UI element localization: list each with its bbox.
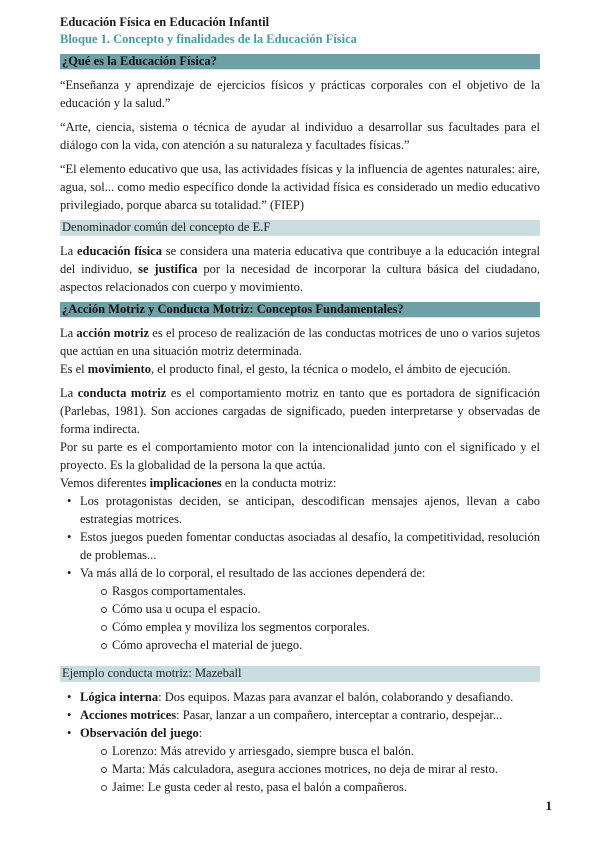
sublist-item: Cómo aprovecha el material de juego. (80, 636, 540, 654)
list-item (60, 706, 540, 724)
page-content (60, 14, 540, 796)
document-subtitle: Bloque 1. Concepto y finalidades de la Educación Física (60, 32, 357, 46)
bold-term: Acciones motrices (80, 708, 177, 722)
sublist-item: Jaime: Le gusta ceder al resto, pasa el balón a compañeros. (80, 778, 540, 796)
bold-term: movimiento (87, 362, 151, 376)
section-heading-denominador: Denominador común del concepto de E.F (60, 220, 540, 236)
comportamiento-paragraph: Por su parte es el comportamiento motor con la intencionalidad junto con el significado y el proyecto. Es la globalidad de la persona la que actúa. (60, 440, 540, 472)
list-item-text: Va más allá de lo corporal, el resultado de las acciones dependerá de: (80, 566, 426, 580)
page-number: 1 (545, 798, 552, 813)
sublist-item: Rasgos comportamentales. (80, 582, 540, 600)
bold-term: se justifica (138, 262, 198, 276)
section-heading-que-es-ef: ¿Qué es la Educación Física? (60, 54, 540, 70)
accion-motriz-paragraph (60, 324, 540, 360)
section-heading-accion-motriz: ¿Acción Motriz y Conducta Motriz: Conceptos Fundamentales? (60, 302, 540, 318)
bold-term: Lógica interna (80, 690, 159, 704)
bold-term: acción motriz (76, 326, 150, 340)
list-item (60, 688, 540, 706)
text-run: La (60, 386, 78, 400)
text-run: : Dos equipos. Mazas para avanzar el balón, colaborando y desafiando. (158, 690, 514, 704)
bold-term: Observación del juego (80, 726, 199, 740)
section-heading-mazeball: Ejemplo conducta motriz: Mazeball (60, 666, 540, 682)
denominador-paragraph (60, 242, 540, 296)
text-run: : (198, 726, 203, 740)
sublist-item: Marta: Más calculadora, asegura acciones motrices, no deja de mirar al resto. (80, 760, 540, 778)
sublist-item: Cómo usa u ocupa el espacio. (80, 600, 540, 618)
quote-3: “El elemento educativo que usa, las actividades físicas y la influencia de agentes naturales: aire, agua, sol... como medio específico donde la actividad física es considerado un medio educativo privilegiado, porque abarca su totalidad.” (FIEP) (60, 162, 540, 212)
text-run: en la conducta motriz: (221, 476, 337, 490)
text-run: se considera una materia educativa que contribuye a la educación integral del individuo, (60, 244, 540, 276)
spacer (60, 654, 540, 662)
list-item (60, 564, 540, 654)
sublist-item: Lorenzo: Más atrevido y arriesgado, siempre busca el balón. (80, 742, 540, 760)
text-run: : Pasar, lanzar a un compañero, interceptar a contrario, despejar... (176, 708, 503, 722)
mazeball-list (60, 688, 540, 796)
implicaciones-paragraph (60, 474, 540, 492)
observacion-sublist (80, 742, 540, 796)
list-item: • Los protagonistas deciden, se anticipan, descodifican mensajes ajenos, llevan a cabo estrategias motrices. (60, 492, 540, 528)
list-item (60, 724, 540, 796)
text-run: es el comportamiento motriz en tanto que es portadora de significación (Parlebas, 1981). Son acciones cargadas de significado, pueden interpretarse y observadas de forma indirecta. (60, 386, 540, 436)
movimiento-paragraph (60, 360, 540, 378)
bold-term: conducta motriz (77, 386, 167, 400)
implicaciones-list (60, 492, 540, 654)
bold-term: implicaciones (149, 476, 222, 490)
text-run: Vemos diferentes (60, 476, 150, 490)
quote-1: “Enseñanza y aprendizaje de ejercicios físicos y prácticas corporales con el objetivo de la educación y la salud.” (60, 78, 540, 110)
list-item: • Estos juegos pueden fomentar conductas asociadas al desafío, la competitividad, resolución de problemas... (60, 528, 540, 564)
quote-2: “Arte, ciencia, sistema o técnica de ayudar al individuo a desarrollar sus facultades para el diálogo con la vida, con atención a su naturaleza y facultades físicas.” (60, 120, 540, 152)
resultado-sublist (80, 582, 540, 654)
text-run: La (60, 326, 77, 340)
conducta-motriz-paragraph (60, 384, 540, 438)
document-title: Educación Física en Educación Infantil (60, 15, 270, 29)
text-run: Es el (60, 362, 88, 376)
sublist-item: Cómo emplea y moviliza los segmentos corporales. (80, 618, 540, 636)
bold-term: educación física (76, 244, 162, 258)
text-run: por la necesidad de incorporar la cultura básica del ciudadano, aspectos relacionados con cuerpo y movimiento. (60, 262, 540, 294)
text-run: La (60, 244, 77, 258)
text-run: es el proceso de realización de las conductas motrices de uno o varios sujetos que actúan en una situación motriz determinada. (60, 326, 541, 358)
text-run: , el producto final, el gesto, la técnica o modelo, el ámbito de ejecución. (150, 362, 511, 376)
